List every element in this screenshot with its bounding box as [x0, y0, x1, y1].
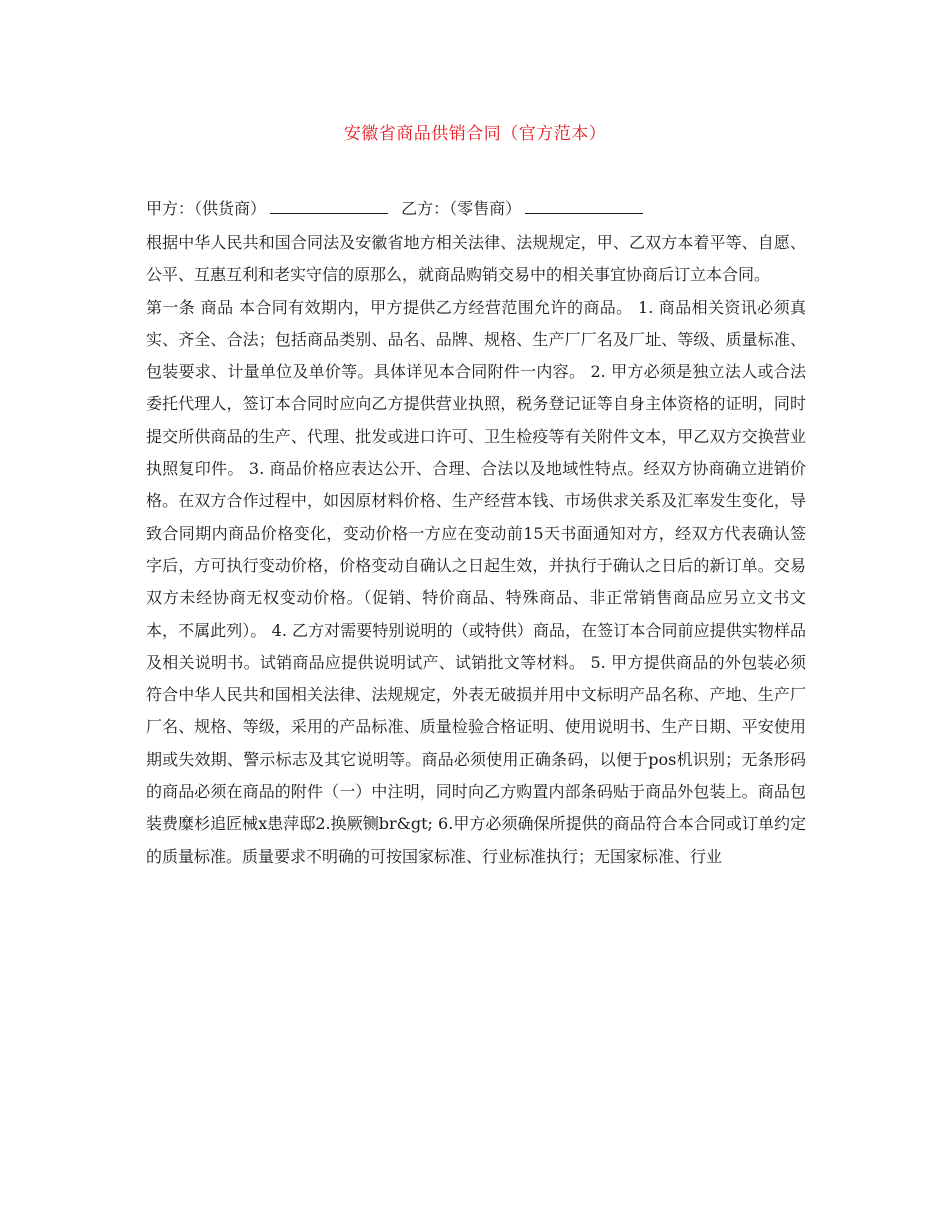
party-a-blank: [270, 196, 388, 214]
contract-body: [146, 227, 806, 873]
article-1-paragraph: 第一条 商品 本合同有效期内，甲方提供乙方经营范围允许的商品。 1. 商品相关资讯必须真实、齐全、合法；包括商品类别、品名、品牌、规格、生产厂厂名及厂址、等级、质量标准、包装要求、计量单位及单价等。具体详见本合同附件一内容。 2. 甲方必须是独立法人或合法委托代理人，签订本合同时应向乙方提供营业执照，税务登记证等自身主体资格的证明，同时提交所供商品的生产、代理、批发或进口许可、卫生检疫等有关附件文本，甲乙双方交换营业执照复印件。 3. 商品价格应表达公开、合理、合法以及地域性特点。经双方协商确立进销价格。在双方合作过程中，如因原材料价格、生产经营本钱、市场供求关系及汇率发生变化，导致合同期内商品价格变化，变动价格一方应在变动前15天书面通知对方，经双方代表确认签字后，方可执行变动价格，价格变动自确认之日起生效，并执行于确认之日后的新订单。交易双方未经协商无权变动价格。（促销、特价商品、特殊商品、非正常销售商品应另立文书文本，不属此列）。 4. 乙方对需要特别说明的（或特供）商品，在签订本合同前应提供实物样品及相关说明书。试销商品应提供说明试产、试销批文等材料。 5. 甲方提供商品的外包装必须符合中华人民共和国相关法律、法规规定，外表无破损并用中文标明产品名称、产地、生产厂厂名、规格、等级，采用的产品标准、质量检验合格证明、使用说明书、生产日期、平安使用期或失效期、警示标志及其它说明等。商品必须使用正确条码，以便于pos机识别；无条形码的商品必须在商品的附件（一）中注明，同时向乙方购置内部条码贴于商品外包装上。商品包装费糜杉追匠械x患萍邸2.换厥铡br&gt; 6.甲方必须确保所提供的商品符合本合同或订单约定的质量标准。质量要求不明确的可按国家标准、行业标准执行；无国家标准、行业: [146, 297, 806, 866]
party-a-label: 甲方：（供货商）: [146, 199, 267, 218]
document-title: 安徽省商品供销合同（官方范本）: [343, 124, 607, 144]
party-b-blank: [525, 196, 643, 214]
party-b-label: 乙方：（零售商）: [401, 199, 522, 218]
party-line: [146, 196, 816, 222]
intro-paragraph: 根据中华人民共和国合同法及安徽省地方相关法律、法规规定，甲、乙双方本着平等、自愿、公平、互惠互利和老实守信的原那么，就商品购销交易中的相关事宜协商后订立本合同。: [146, 233, 806, 285]
